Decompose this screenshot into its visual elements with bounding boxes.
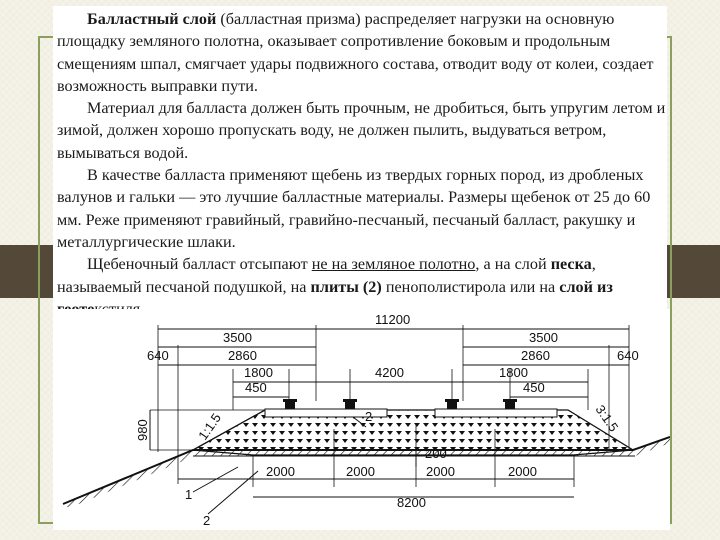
paragraph-1-text: (балластная призма) распределяет нагрузки на основную площадку земляного полотна, оказывает сопротивление боковым и продольным смещениям шпал, смягчает удары подвижного состава, отводит воду от колеи, создает возможность выправки пути. [57, 10, 654, 95]
bottom-dim-2: 2000 [346, 464, 375, 479]
term-ballast-layer: Балластный слой [87, 10, 217, 28]
dim-3500-left: 3500 [223, 330, 252, 345]
dim-2860-left: 2860 [228, 348, 257, 363]
paragraph-ballast-definition [57, 8, 667, 97]
dim-980: 980 [135, 419, 150, 441]
rail-1 [283, 399, 297, 409]
extension-lines [150, 325, 629, 487]
dim-450-right: 450 [523, 380, 545, 395]
dim-1800-left: 1800 [244, 365, 273, 380]
track-cross-section-diagram [53, 309, 670, 530]
slope-left: 1:1.5 [195, 410, 225, 443]
dim-450-left: 450 [245, 380, 267, 395]
sleeper-right [435, 409, 557, 417]
callout-1: 1 [185, 487, 193, 502]
p4-part-e: , называемый песчаной подушкой, на [57, 255, 596, 296]
p4-part-g: пенополистирола или на [381, 277, 560, 296]
rail-2 [343, 399, 357, 409]
paragraph-material-requirements: Материал для балласта должен быть прочным, не дробиться, быть упругим летом и зимой, должен хорошо пропускать воду, не должен пылить, выдуваться ветром, вымываться водой. [57, 99, 666, 162]
p4-bold-layer: слой из [559, 277, 613, 296]
p4-part-c: , а на слой [475, 255, 551, 274]
label-2-top: 2 [365, 409, 373, 424]
dim-2860-right: 2860 [521, 348, 550, 363]
dim-640-left: 640 [147, 348, 169, 363]
paragraph-ballast-types: В качестве балласта применяют щебень из твердых горных пород, из дробленых валунов и гальки — это лучшие балластные материалы. Размеры щебенок от 25 до 60 мм. Реже применяют гравийный, гравийно-песчаный, песчаный балласт, ракушку и металлургические шлаки. [57, 166, 651, 251]
dim-640-right: 640 [617, 348, 639, 363]
ballast-prism [193, 410, 633, 455]
p4-bold-sand: песка [550, 255, 592, 274]
rail-3 [445, 399, 459, 409]
dim-total: 11200 [375, 312, 411, 327]
text-block [53, 6, 667, 322]
bottom-dim-4: 2000 [508, 464, 537, 479]
bottom-dim-1: 2000 [266, 464, 295, 479]
p4-part-a: Щебеночный балласт отсыпают [87, 255, 312, 274]
p4-underlined: не на земляное полотно [311, 255, 476, 274]
p4-bold-plates: плиты (2) [310, 277, 382, 296]
dim-200: 200 [425, 446, 447, 461]
rail-4 [503, 399, 517, 409]
callout-2-leader [208, 471, 258, 514]
slope-right: 3:1.5 [592, 402, 622, 435]
dim-3500-right: 3500 [529, 330, 558, 345]
bottom-dim-3: 2000 [426, 464, 455, 479]
dim-4200: 4200 [375, 365, 404, 380]
dim-8200: 8200 [397, 495, 426, 510]
callout-2: 2 [203, 513, 211, 528]
dim-1800-right: 1800 [499, 365, 528, 380]
